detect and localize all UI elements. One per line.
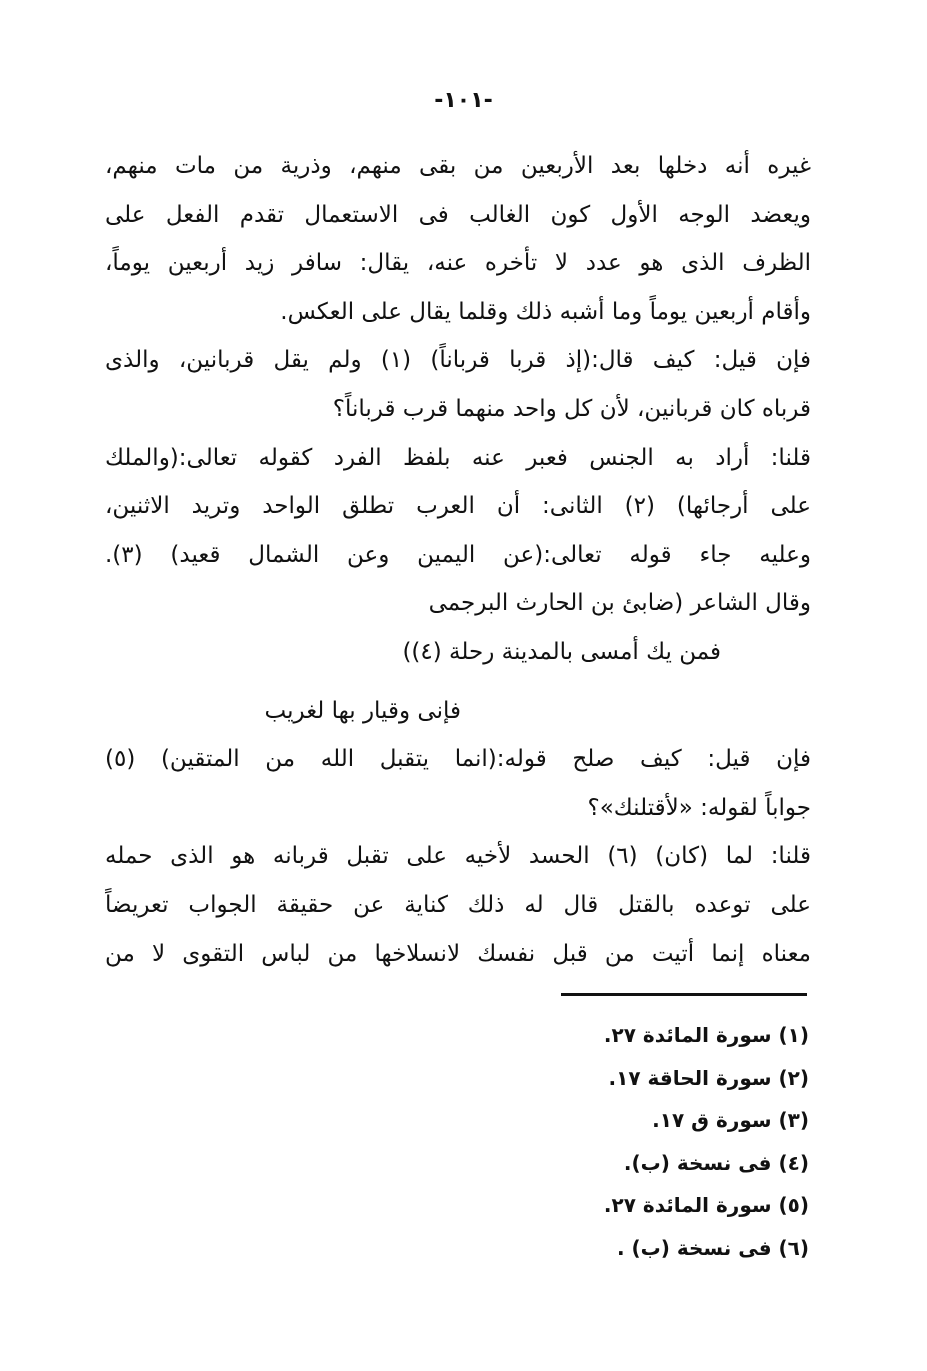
footnote: (٢) سورة الحاقة ١٧. (608, 1065, 809, 1090)
text-line: الظرف الذى هو عدد لا تأخره عنه، يقال: سافر زيد أربعين يوماً، (105, 250, 811, 277)
verse-second-hemistich: فإنى وقيار بها لغريب (264, 697, 461, 724)
text-line: وأقام أربعين يوماً وما أشبه ذلك وقلما يقال على العكس. (280, 298, 811, 325)
footnote: (٦) فى نسخة (ب) . (616, 1235, 809, 1260)
text-line: معناه إنما أتيت من قبل نفسك لانسلاخها من لباس التقوى لا من (105, 940, 811, 967)
footnote-separator (561, 993, 807, 996)
main-text (105, 142, 811, 978)
page-number: -١٠١- (434, 88, 493, 113)
text-line: غيره أنه دخلها بعد الأربعين من بقى منهم، وذرية من مات منهم، (105, 153, 811, 179)
text-line: وقال الشاعر (ضابئ بن الحارث البرجمى (428, 590, 811, 617)
footnote: (٤) فى نسخة (ب). (623, 1150, 809, 1175)
text-line: قلنا: لما (كان) (٦) الحسد لأخيه على تقبل قربانه هو الذى حمله (105, 843, 811, 870)
verse-line (105, 628, 811, 677)
text-line: قلنا: أراد به الجنس فعبر عنه بلفظ الفرد كقوله تعالى:(والملك (105, 444, 811, 471)
text-line: فإن قيل: كيف صلح قوله:(انما يتقبل الله من المتقين) (٥) (105, 746, 811, 773)
footnote: (٣) سورة ق ١٧. (652, 1108, 809, 1132)
footnotes (449, 1014, 809, 1269)
text-line: ويعضد الوجه الأول كون الغالب فى الاستعمال تقدم الفعل على (105, 201, 811, 228)
text-line: على أرجائها) (٢) الثانى: أن العرب تطلق الواحد وتريد الاثنين، (105, 493, 811, 520)
verse-first-hemistich: فمن يك أمسى بالمدينة رحلة (٤)) (402, 638, 721, 665)
text-line: وعليه جاء قوله تعالى:(عن اليمين وعن الشمال قعيد) (٣). (105, 541, 811, 568)
text-line: فإن قيل: كيف قال:(إذ قربا قرباناً) (١) ولم يقل قربانين، والذى (105, 347, 811, 374)
text-line: جواباً لقوله: «لأقتلنك»؟ (587, 794, 811, 821)
text-line: قرباه كان قربانين، لأن كل واحد منهما قرب قرباناً؟ (332, 395, 811, 422)
text-line: على توعده بالقتل قال له ذلك كناية عن حقيقة الجواب تعريضاً (105, 891, 811, 918)
footnote: (٥) سورة المائدة ٢٧. (603, 1193, 809, 1217)
verse-line (105, 687, 811, 736)
footnote: (١) سورة المائدة ٢٧. (603, 1023, 809, 1047)
